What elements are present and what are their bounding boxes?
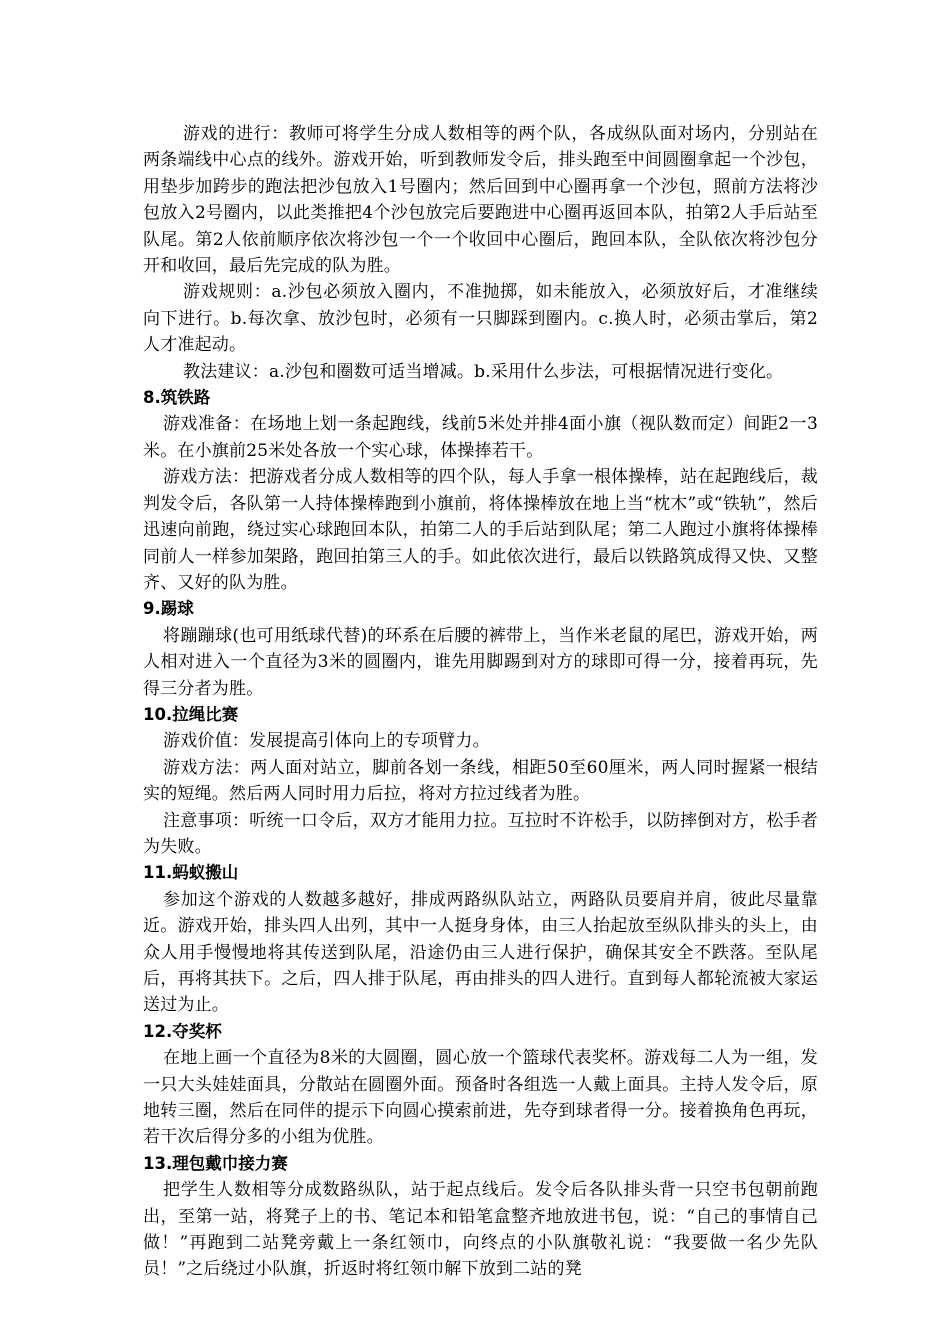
section-paragraph: 游戏价值：发展提高引体向上的专项臂力。 — [163, 731, 490, 752]
section-heading: 8.筑铁路 — [143, 388, 211, 408]
section-paragraph: 把学生人数相等分成数路纵队，站于起点线后。发令后各队排头背一只空书包朝前跑出，至第一站，将凳子上的书、笔记本和铅笔盒整齐地放进书包，说：“自己的事情自己做！”再跑到二站凳旁戴上一条红领巾，向终点的小队旗敬礼说：“我要做一名少先队员！”之后绕过小队旗，折返时将红领巾解下放到二站的凳 — [143, 1180, 818, 1280]
document-page — [143, 121, 818, 1283]
intro-paragraph: 游戏的进行：教师可将学生分成人数相等的两个队，各成纵队面对场内，分别站在两条端线中心点的线外。游戏开始，听到教师发令后，排头跑至中间圆圈拿起一个沙包，用垫步加跨步的跑法把沙包放入1号圈内；然后回到中心圈再拿一个沙包，照前方法将沙包放入2号圈内，以此类推把4个沙包放完后要跑进中心圈再返回本队，拍第2人手后站至队尾。第2人依前顺序依次将沙包一个一个收回中心圈后，跑回本队，全队依次将沙包分开和收回，最后先完成的队为胜。 — [143, 124, 818, 277]
section-12 — [143, 1019, 818, 1151]
section-heading: 12.夺奖杯 — [143, 1021, 222, 1041]
section-8 — [143, 385, 818, 596]
intro-paragraph: 游戏规则：a.沙包必须放入圈内，不准抛掷，如未能放入，必须放好后，才准继续向下进行。b.每次拿、放沙包时，必须有一只脚踩到圈内。c.换人时，必须击掌后，第2人才准起动。 — [143, 282, 818, 356]
section-heading: 10.拉绳比赛 — [143, 704, 239, 724]
section-9 — [143, 596, 818, 702]
section-paragraph: 参加这个游戏的人数越多越好，排成两路纵队站立，两路队员要肩并肩，彼此尽量靠近。游戏开始，排头四人出列，其中一人挺身身体，由三人抬起放至纵队排头的头上，由众人用手慢慢地将其传送到队尾，沿途仍由三人进行保护，确保其安全不跌落。至队尾后，再将其扶下。之后，四人排于队尾，再由排头的四人进行。直到每人都轮流被大家运送过为止。 — [143, 889, 818, 1016]
section-heading: 11.蚂蚁搬山 — [143, 863, 239, 883]
section-paragraph: 游戏准备：在场地上划一条起跑线，线前5米处并排4面小旗（视队数而定）间距2一3米。在小旗前25米处各放一个实心球，体操捧若干。 — [143, 414, 818, 461]
section-paragraph: 将蹦蹦球(也可用纸球代替)的环系在后腰的裤带上，当作米老鼠的尾巴，游戏开始，两人相对进入一个直径为3米的圆圈内，谁先用脚踢到对方的球即可得一分，接着再玩，先得三分者为胜。 — [143, 625, 818, 699]
intro-paragraph: 教法建议：a.沙包和圈数可适当增减。b.采用什么步法，可根据情况进行变化。 — [183, 361, 784, 382]
section-11 — [143, 860, 818, 1018]
section-13 — [143, 1151, 818, 1283]
section-paragraph: 游戏方法：把游戏者分成人数相等的四个队，每人手拿一根体操棒，站在起跑线后，裁判发令后，各队第一人持体操棒跑到小旗前，将体操棒放在地上当“枕木”或“铁轨”，然后迅速向前跑，绕过实心球跑回本队，拍第二人的手后站到队尾；第二人跑过小旗将体操棒同前人一样参加架路，跑回拍第三人的手。如此依次进行，最后以铁路筑成得又快、又整齐、又好的队为胜。 — [143, 467, 818, 593]
section-heading: 13.理包戴巾接力赛 — [143, 1153, 288, 1173]
section-heading: 9.踢球 — [143, 599, 194, 619]
section-10 — [143, 702, 818, 860]
section-paragraph: 游戏方法：两人面对站立，脚前各划一条线，相距50至60厘米，两人同时握紧一根结实的短绳。然后两人同时用力后拉，将对方拉过线者为胜。 — [143, 757, 818, 805]
section-paragraph: 在地上画一个直径为8米的大圆圈，圆心放一个篮球代表奖杯。游戏每二人为一组，发一只大头娃娃面具，分散站在圆圈外面。预备时各组选一人戴上面具。主持人发令后，原地转三圈，然后在同伴的提示下向圆心摸索前进，先夺到球者得一分。接着换角色再玩，若干次后得分多的小组为优胜。 — [143, 1048, 818, 1148]
section-paragraph: 注意事项：听统一口令后，双方才能用力拉。互拉时不许松手，以防摔倒对方，松手者为失败。 — [143, 810, 818, 857]
